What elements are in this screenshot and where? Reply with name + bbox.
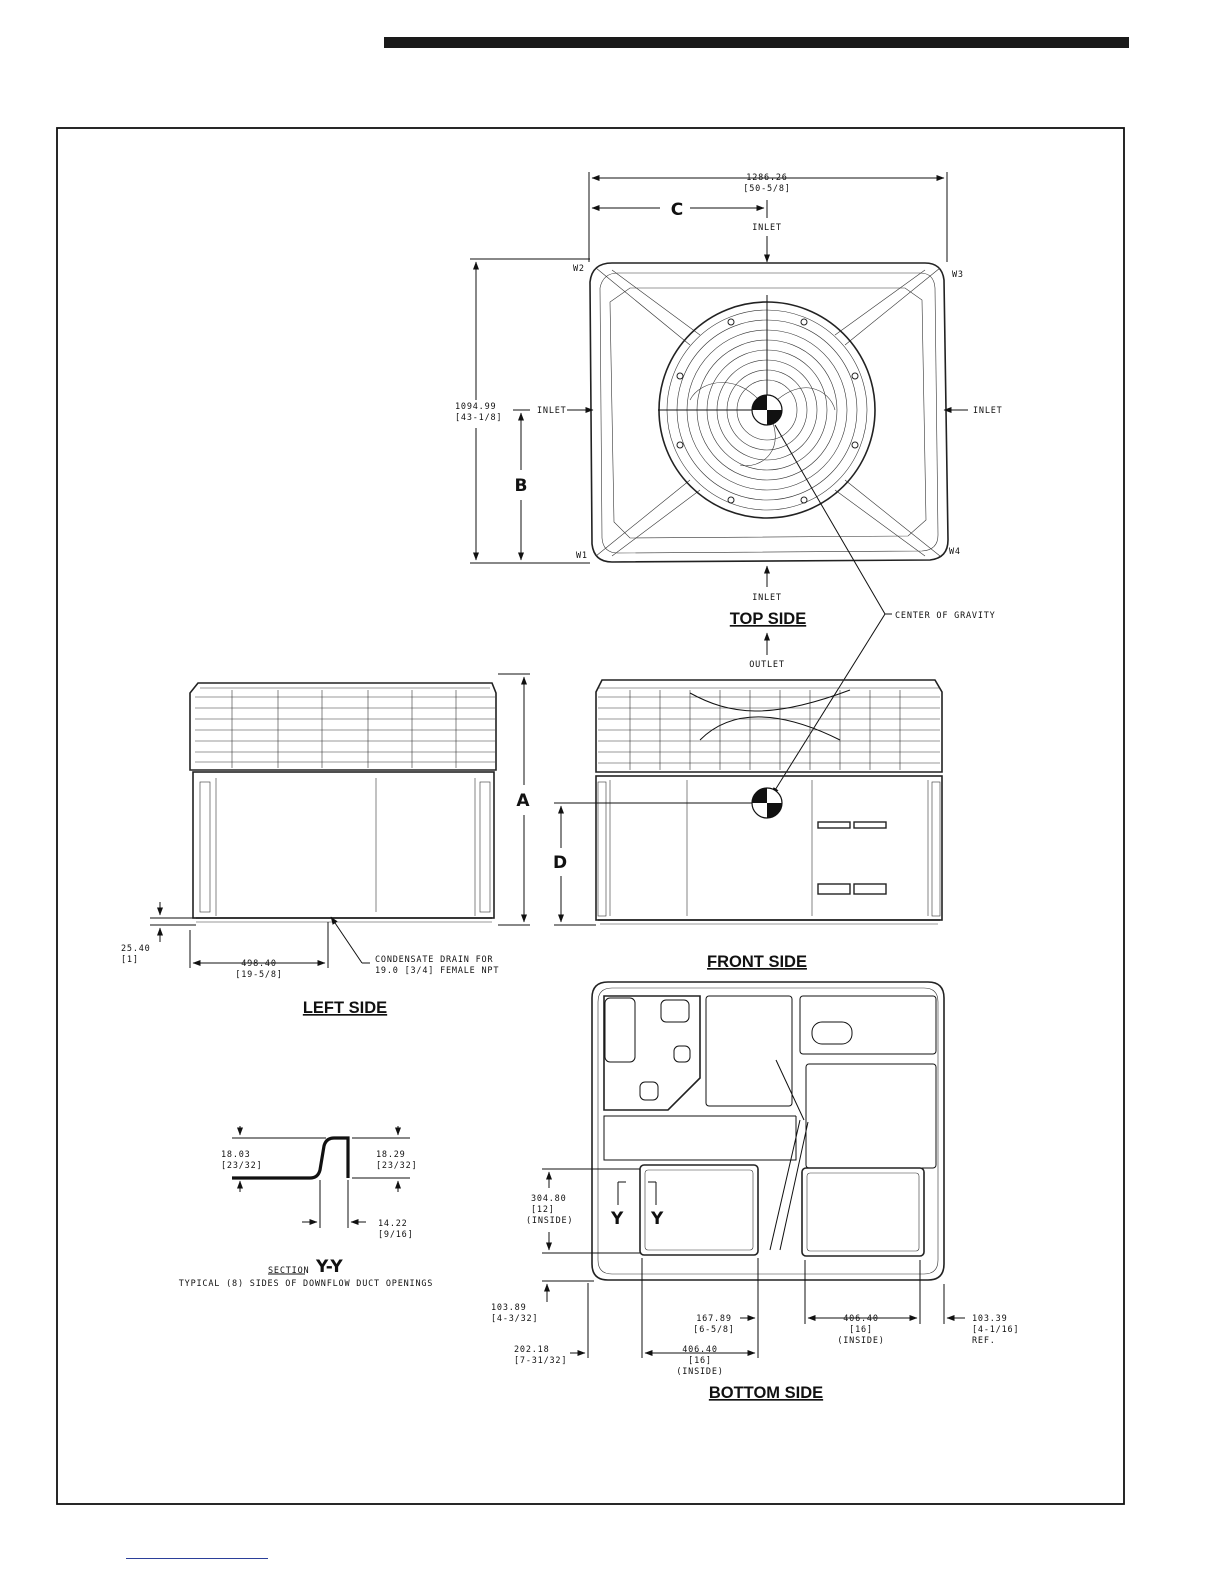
corner-w3-label: W3 <box>952 270 964 280</box>
left-side-title: LEFT SIDE <box>302 999 388 1017</box>
section-name: Y-Y <box>316 1257 343 1277</box>
dim-c-label: C <box>670 200 684 220</box>
top-width-dim-in: [50-5/8] <box>743 184 791 194</box>
opening-h-dim-in: [12] <box>531 1205 555 1215</box>
bottom-side-title: BOTTOM SIDE <box>708 1384 824 1402</box>
section-mark-left: Y <box>611 1209 624 1229</box>
opening-h-note: (INSIDE) <box>526 1216 574 1226</box>
left-offset-dim-in: [7-31/32] <box>514 1356 568 1366</box>
drain-dim: 498.40 <box>241 959 277 969</box>
section-note: TYPICAL (8) SIDES OF DOWNFLOW DUCT OPENINGS <box>178 1279 434 1289</box>
corner-w2-label: W2 <box>573 264 585 274</box>
supply-w-note: (INSIDE) <box>837 1336 885 1346</box>
top-side-title: TOP SIDE <box>729 610 807 628</box>
section-bottom-dim: 14.22 <box>378 1219 408 1229</box>
ref-dim-in: [4-1/16] <box>972 1325 1020 1335</box>
left-side-view <box>190 683 496 922</box>
top-view-dimensions <box>470 172 968 795</box>
left-offset-dim: 202.18 <box>514 1345 550 1355</box>
center-of-gravity-label: CENTER OF GRAVITY <box>895 611 996 621</box>
supply-w-dim-in: [16] <box>849 1325 873 1335</box>
drain-note-line-1: CONDENSATE DRAIN FOR <box>375 955 494 965</box>
gap-dim-in: [6-5/8] <box>693 1325 735 1335</box>
footer-link-rule <box>126 1558 268 1559</box>
top-view <box>590 263 948 562</box>
dim-d-label: D <box>552 853 568 873</box>
section-left-dim: 18.03 <box>221 1150 251 1160</box>
dim-a-label: A <box>516 791 530 811</box>
ref-dim: 103.39 <box>972 1314 1008 1324</box>
section-mark-right: Y <box>651 1209 664 1229</box>
front-side-view <box>590 680 942 924</box>
bottom-view-dimensions <box>542 1169 965 1358</box>
ref-note: REF. <box>972 1336 996 1346</box>
section-right-dim: 18.29 <box>376 1150 406 1160</box>
section-left-dim-in: [23/32] <box>221 1161 263 1171</box>
inlet-bottom-label: INLET <box>752 593 782 603</box>
dim-b-label: B <box>514 476 528 496</box>
front-side-title: FRONT SIDE <box>707 953 807 971</box>
section-y-y-view <box>232 1126 410 1274</box>
foot-dim-in: [1] <box>121 955 139 965</box>
return-w-dim: 406.40 <box>682 1345 718 1355</box>
bottom-view <box>592 982 944 1280</box>
opening-h-dim: 304.80 <box>531 1194 567 1204</box>
supply-w-dim: 406.40 <box>843 1314 879 1324</box>
outlet-label: OUTLET <box>749 660 785 670</box>
drawing-labels <box>121 173 1019 1402</box>
edge-dim-in: [4-3/32] <box>491 1314 539 1324</box>
section-right-dim-in: [23/32] <box>376 1161 418 1171</box>
top-depth-dim-in: [43-1/8] <box>455 413 503 423</box>
foot-dim: 25.40 <box>121 944 151 954</box>
inlet-top-label: INLET <box>752 223 782 233</box>
inlet-right-label: INLET <box>973 406 1003 416</box>
top-width-dim: 1286.26 <box>746 173 788 183</box>
return-w-dim-in: [16] <box>688 1356 712 1366</box>
edge-dim: 103.89 <box>491 1303 527 1313</box>
return-w-note: (INSIDE) <box>676 1367 724 1377</box>
corner-w1-label: W1 <box>576 551 588 561</box>
inlet-left-label: INLET <box>537 406 567 416</box>
corner-w4-label: W4 <box>949 547 961 557</box>
gap-dim: 167.89 <box>696 1314 732 1324</box>
section-prefix: SECTION <box>268 1266 310 1276</box>
section-bottom-dim-in: [9/16] <box>378 1230 414 1240</box>
drain-note-line-2: 19.0 [3/4] FEMALE NPT <box>375 966 500 976</box>
drain-dim-in: [19-5/8] <box>235 970 283 980</box>
left-side-dimensions <box>150 674 530 968</box>
top-depth-dim: 1094.99 <box>455 402 497 412</box>
